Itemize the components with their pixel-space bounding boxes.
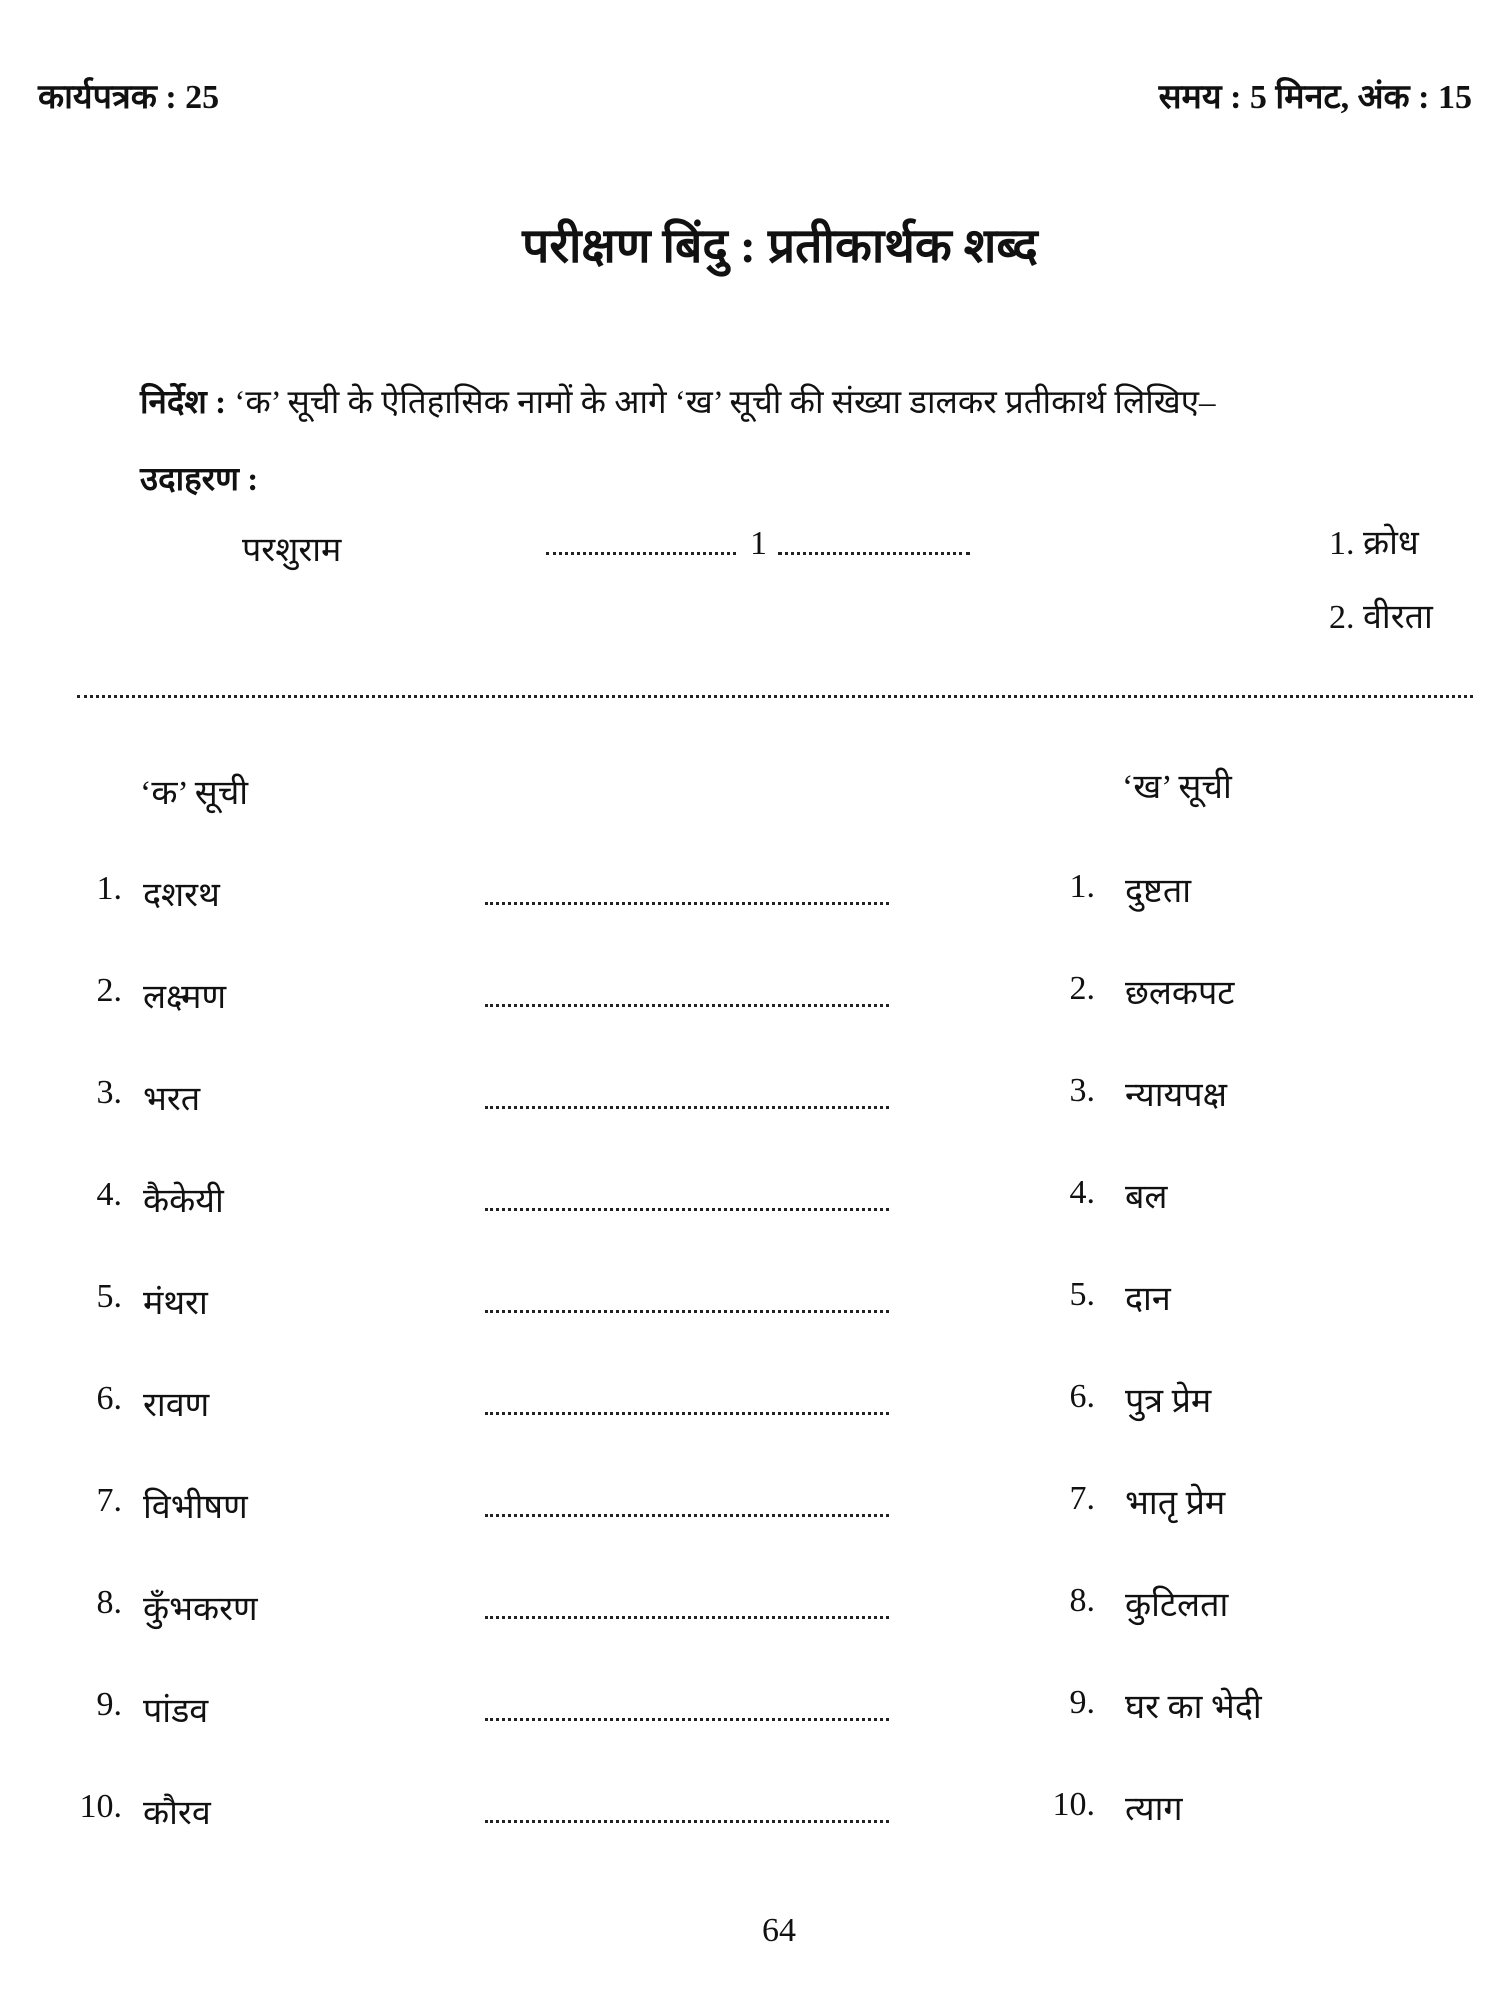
list-b-number: 2. (1069, 970, 1095, 1007)
example-answer-line-right (778, 552, 970, 555)
answer-line[interactable] (485, 902, 889, 905)
example-answer-line-left (546, 552, 736, 555)
answer-line[interactable] (485, 1106, 889, 1109)
list-b-item: दुष्टता (1125, 873, 1192, 910)
list-a-number: 9. (96, 1686, 122, 1723)
list-a-number: 4. (96, 1176, 122, 1213)
list-b-item: कुटिलता (1125, 1587, 1229, 1624)
list-a-item: कैकेयी (143, 1183, 224, 1220)
list-a-number: 7. (96, 1482, 122, 1519)
list-a-item: पांडव (143, 1693, 209, 1730)
instruction-text: ‘क’ सूची के ऐतिहासिक नामों के आगे ‘ख’ सूची की संख्या डालकर प्रतीकार्थ लिखिए– (234, 385, 1216, 421)
example-answer: 1 (750, 525, 767, 562)
list-b-number: 6. (1069, 1378, 1095, 1415)
list-b-item: बल (1125, 1179, 1168, 1216)
answer-line[interactable] (485, 1412, 889, 1415)
list-a-item: लक्ष्मण (143, 979, 227, 1016)
separator-line (77, 695, 1473, 698)
list-a-number: 10. (79, 1788, 122, 1825)
worksheet-number: कार्यपत्रक : 25 (38, 79, 220, 116)
list-b-number: 10. (1052, 1786, 1095, 1823)
list-a-item: विभीषण (143, 1489, 248, 1526)
answer-line[interactable] (485, 1820, 889, 1823)
list-b-item: न्यायपक्ष (1125, 1077, 1227, 1114)
list-a-item: भरत (143, 1081, 201, 1118)
list-b-item: दान (1125, 1281, 1171, 1318)
list-a-heading: ‘क’ सूची (140, 775, 249, 812)
answer-line[interactable] (485, 1004, 889, 1007)
list-b-number: 3. (1069, 1072, 1095, 1109)
list-a-item: रावण (143, 1387, 210, 1424)
list-a-number: 3. (96, 1074, 122, 1111)
answer-line[interactable] (485, 1208, 889, 1211)
list-a-item: मंथरा (143, 1285, 208, 1322)
list-b-number: 7. (1069, 1480, 1095, 1517)
example-option: 1. क्रोध (1329, 525, 1419, 562)
list-a-number: 8. (96, 1584, 122, 1621)
list-b-number: 5. (1069, 1276, 1095, 1313)
answer-line[interactable] (485, 1514, 889, 1517)
list-a-number: 2. (96, 972, 122, 1009)
answer-line[interactable] (485, 1310, 889, 1313)
list-a-number: 5. (96, 1278, 122, 1315)
instruction-label: निर्देश : (140, 385, 227, 421)
list-a-item: दशरथ (143, 877, 220, 914)
list-a-item: कुँभकरण (143, 1591, 258, 1628)
answer-line[interactable] (485, 1616, 889, 1619)
example-option: 2. वीरता (1329, 599, 1433, 636)
page-number: 64 (762, 1912, 796, 1949)
list-b-heading: ‘ख’ सूची (1122, 769, 1232, 806)
list-b-number: 1. (1069, 868, 1095, 905)
list-a-number: 6. (96, 1380, 122, 1417)
list-a-number: 1. (96, 870, 122, 907)
list-b-number: 4. (1069, 1174, 1095, 1211)
list-b-item: भातृ प्रेम (1125, 1485, 1226, 1522)
example-label: उदाहरण : (140, 462, 259, 498)
time-and-marks: समय : 5 मिनट, अंक : 15 (1158, 79, 1472, 116)
list-b-number: 9. (1069, 1684, 1095, 1721)
example-name: परशुराम (242, 532, 342, 569)
list-b-number: 8. (1069, 1582, 1095, 1619)
instruction (140, 378, 1216, 423)
page-title: परीक्षण बिंदु : प्रतीकार्थक शब्द (522, 220, 1038, 273)
list-b-item: छलकपट (1125, 975, 1235, 1012)
list-b-item: पुत्र प्रेम (1125, 1383, 1212, 1420)
list-b-item: त्याग (1125, 1791, 1183, 1828)
list-b-item: घर का भेदी (1125, 1689, 1262, 1726)
list-a-item: कौरव (143, 1795, 211, 1832)
answer-line[interactable] (485, 1718, 889, 1721)
